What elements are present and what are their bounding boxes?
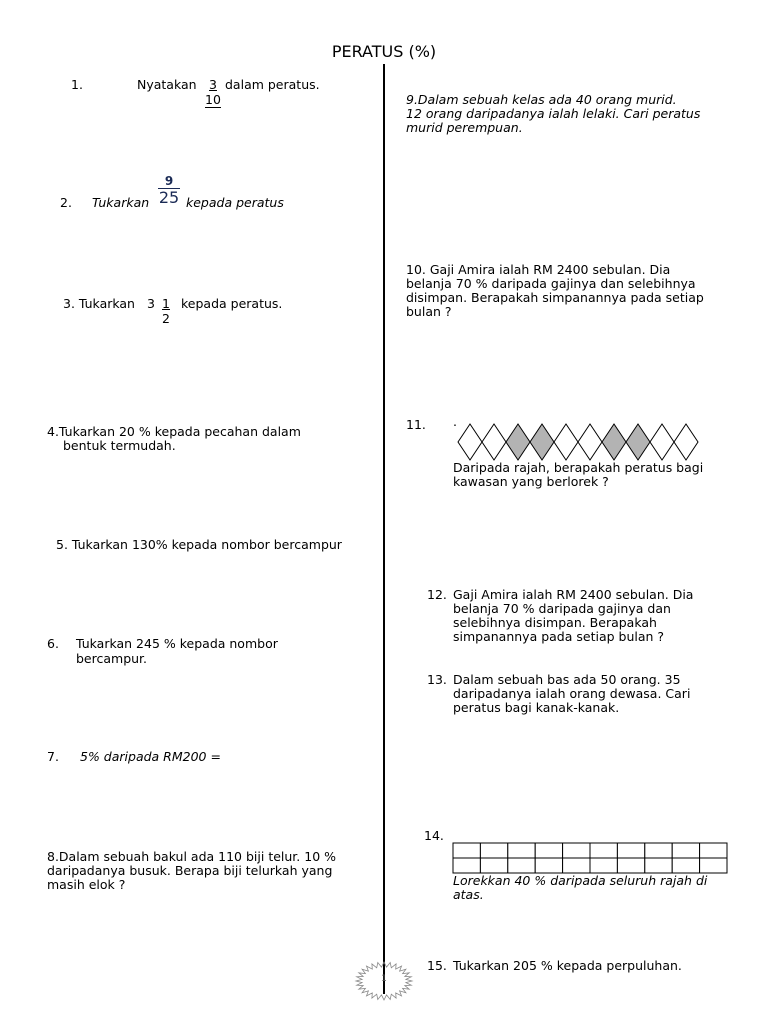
grid-cell[interactable] [672, 843, 699, 858]
q4-line1: 4.Tukarkan 20 % kepada pecahan dalam [47, 424, 301, 439]
diamond [482, 424, 506, 460]
q13-line2: daripadanya ialah orang dewasa. Cari [453, 686, 691, 701]
q3-frac-num: 1 [162, 296, 170, 311]
diamond [458, 424, 482, 460]
diamond [674, 424, 698, 460]
q14-line1: Lorekkan 40 % daripada seluruh rajah di [453, 873, 708, 888]
q12-number: 12. [427, 587, 447, 602]
diamond [578, 424, 602, 460]
grid-cell[interactable] [700, 843, 727, 858]
q7-number: 7. [47, 749, 59, 764]
grid-cell[interactable] [617, 858, 644, 873]
page-number: 1 [381, 974, 387, 984]
q15-number: 15. [427, 958, 447, 973]
q8-line3: masih elok ? [47, 877, 126, 892]
q15-text: Tukarkan 205 % kepada perpuluhan. [453, 958, 682, 973]
q12-line3: selebihnya disimpan. Berapakah [453, 615, 657, 630]
q1-fraction [203, 77, 223, 108]
q5-text: 5. Tukarkan 130% kepada nombor bercampur [56, 537, 342, 552]
q14-grid [452, 842, 728, 874]
grid-cell[interactable] [453, 843, 480, 858]
q3-text-b: kepada peratus. [181, 296, 283, 311]
shaded-diamond [530, 424, 554, 460]
q6-line2: bercampur. [76, 651, 148, 666]
grid-cell[interactable] [563, 858, 590, 873]
q13-line1: Dalam sebuah bas ada 50 orang. 35 [453, 672, 681, 687]
q11-number: 11. [406, 417, 426, 432]
q12-line4: simpanannya pada setiap bulan ? [453, 629, 665, 644]
q14-line2: atas. [453, 887, 484, 902]
q4-line2: bentuk termudah. [63, 438, 176, 453]
q3-frac-den: 2 [162, 311, 170, 326]
q9-line3: murid perempuan. [406, 120, 523, 135]
q10-line4: bulan ? [406, 304, 452, 319]
q13-line3: peratus bagi kanak-kanak. [453, 700, 620, 715]
diamond [650, 424, 674, 460]
grid-cell[interactable] [645, 843, 672, 858]
grid-cell[interactable] [480, 843, 507, 858]
shaded-diamond [626, 424, 650, 460]
grid-cell[interactable] [590, 858, 617, 873]
q10-line1: 10. Gaji Amira ialah RM 2400 sebulan. Dia [406, 262, 671, 277]
diamond [554, 424, 578, 460]
grid-cell[interactable] [508, 843, 535, 858]
q6-line1: Tukarkan 245 % kepada nombor [76, 636, 278, 651]
q6-number: 6. [47, 636, 59, 651]
grid-cell[interactable] [645, 858, 672, 873]
q3-text-a: 3. Tukarkan [63, 296, 135, 311]
q11-dot: . [453, 414, 457, 429]
grid-cell[interactable] [617, 843, 644, 858]
q2-fraction [158, 174, 180, 207]
q9-line2: 12 orang daripadanya ialah lelaki. Cari peratus [406, 106, 701, 121]
q11-diamond-figure [456, 422, 700, 462]
q2-number: 2. [60, 195, 72, 210]
q3-whole: 3 [147, 296, 155, 311]
grid-cell[interactable] [480, 858, 507, 873]
q2-frac-den: 25 [158, 188, 180, 207]
grid-cell[interactable] [535, 843, 562, 858]
q3-fraction [160, 296, 172, 326]
column-divider [383, 64, 385, 994]
grid-cell[interactable] [590, 843, 617, 858]
page-title: PERATUS (%) [331, 42, 437, 61]
grid-cell[interactable] [672, 858, 699, 873]
q8-line2: daripadanya busuk. Berapa biji telurkah yang [47, 863, 333, 878]
q2-frac-num: 9 [164, 174, 174, 188]
q14-number: 14. [424, 828, 444, 843]
q10-line3: disimpan. Berapakah simpanannya pada setiap [406, 290, 704, 305]
grid-cell[interactable] [700, 858, 727, 873]
q10-line2: belanja 70 % daripada gajinya dan selebihnya [406, 276, 696, 291]
grid-cell[interactable] [453, 858, 480, 873]
grid-cell[interactable] [535, 858, 562, 873]
shaded-diamond [602, 424, 626, 460]
q11-line1: Daripada rajah, berapakah peratus bagi [453, 460, 704, 475]
q12-line2: belanja 70 % daripada gajinya dan [453, 601, 671, 616]
shaded-diamond [506, 424, 530, 460]
q1-text-a: Nyatakan [137, 77, 197, 92]
q9-line1: 9.Dalam sebuah kelas ada 40 orang murid. [406, 92, 677, 107]
q2-text-b: kepada peratus [186, 195, 284, 210]
q1-text [137, 77, 197, 92]
q13-number: 13. [427, 672, 447, 687]
grid-cell[interactable] [508, 858, 535, 873]
q1-number: 1. [71, 77, 83, 92]
q1-text-b: dalam peratus. [225, 77, 320, 92]
q1-frac-den: 10 [205, 92, 221, 107]
q12-line1: Gaji Amira ialah RM 2400 sebulan. Dia [453, 587, 694, 602]
q2-text-a: Tukarkan [92, 195, 150, 210]
q7-text: 5% daripada RM200 = [80, 749, 221, 764]
grid-cell[interactable] [563, 843, 590, 858]
q1-frac-num: 3 [209, 77, 217, 92]
q11-line2: kawasan yang berlorek ? [453, 474, 609, 489]
q8-line1: 8.Dalam sebuah bakul ada 110 biji telur. 10 % [47, 849, 336, 864]
